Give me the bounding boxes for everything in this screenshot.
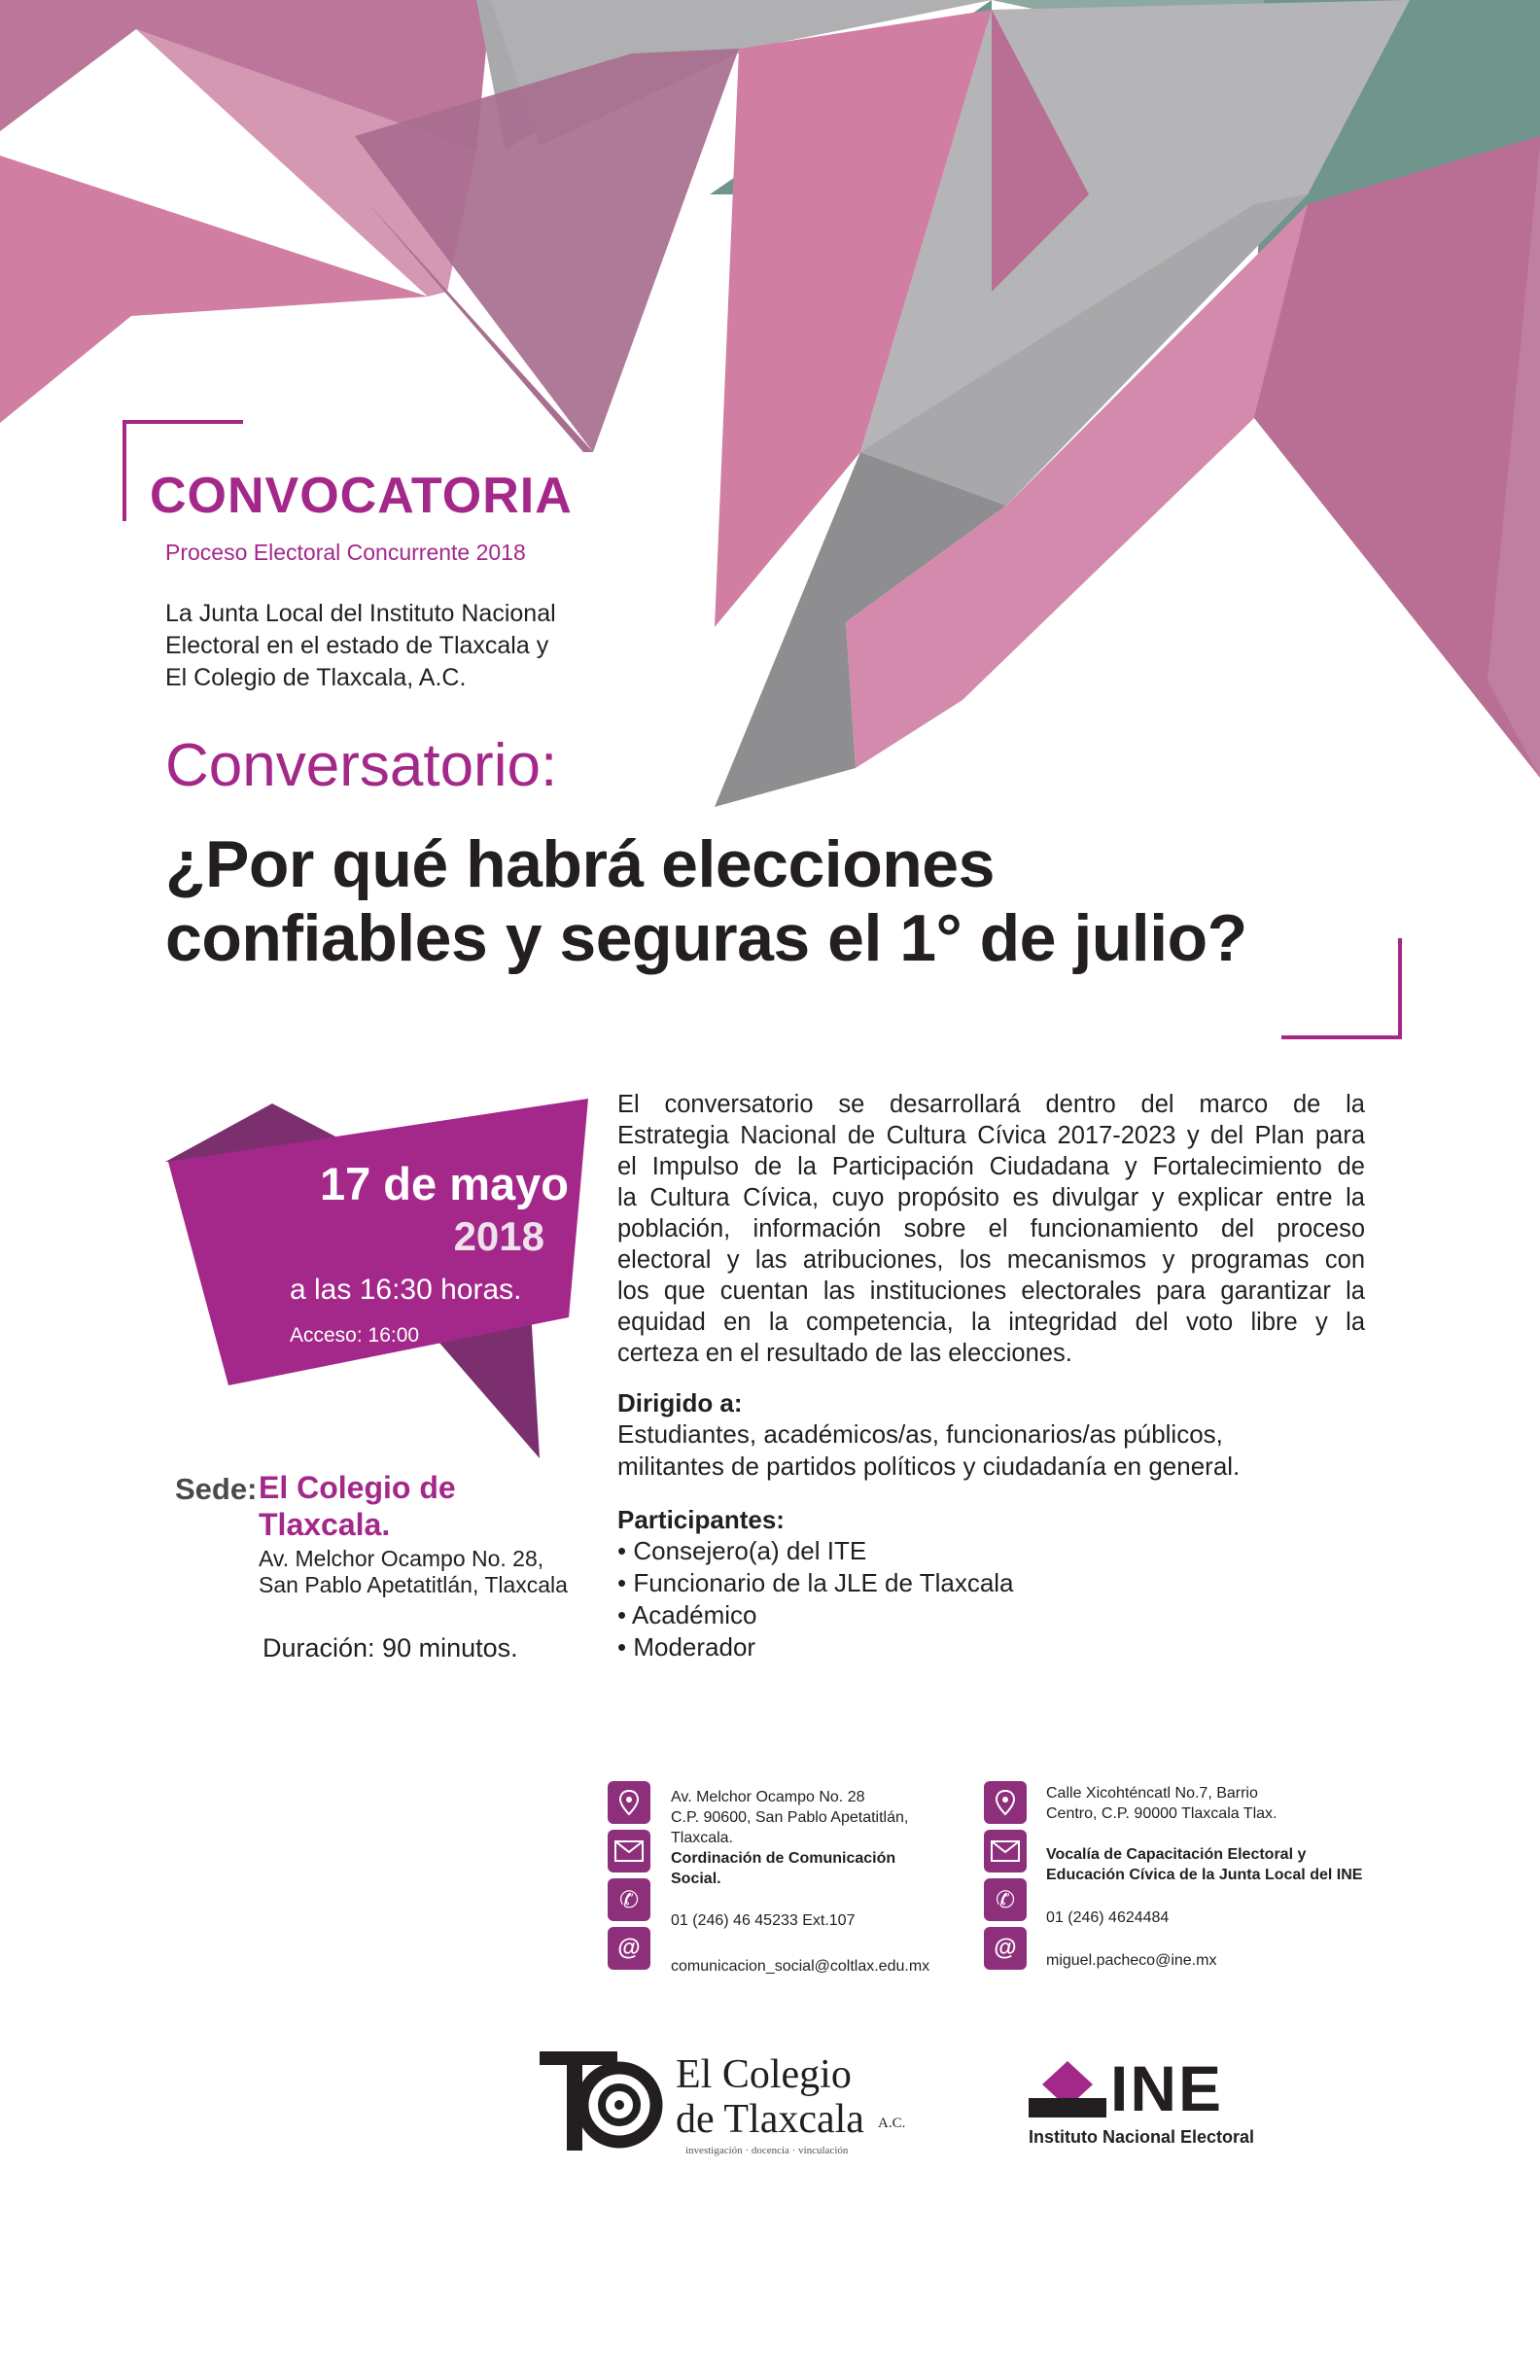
event-type-heading: Conversatorio: xyxy=(165,732,558,799)
venue-name: Tlaxcala. xyxy=(259,1507,391,1542)
description-line: El conversatorio se desarrollará dentro del marco de la xyxy=(617,1091,1365,1118)
participant-item: • Académico xyxy=(617,1600,757,1629)
organizer-line: El Colegio de Tlaxcala, A.C. xyxy=(165,664,467,691)
ine-logo xyxy=(1029,2052,1311,2156)
electoral-process-subtitle: Proceso Electoral Concurrente 2018 xyxy=(165,540,526,565)
contact-email-link[interactable]: miguel.pacheco@ine.mx xyxy=(1046,1952,1217,1969)
envelope-icon xyxy=(984,1830,1027,1872)
description-line: Estrategia Nacional de Cultura Cívica 2017-2023 y del Plan para xyxy=(617,1122,1365,1149)
organizer-line: La Junta Local del Instituto Nacional xyxy=(165,600,556,627)
audience-line: Estudiantes, académicos/as, funcionarios/as públicos, xyxy=(617,1419,1223,1449)
colegio-logo-suffix: A.C. xyxy=(878,2116,906,2131)
event-access-time: Acceso: 16:00 xyxy=(290,1324,420,1347)
envelope-icon xyxy=(608,1830,650,1872)
contact-email-link[interactable]: comunicacion_social@coltlax.edu.mx xyxy=(671,1958,930,1975)
description-line: certeza en el resultado de las elecciones. xyxy=(617,1340,1072,1367)
event-question-line: ¿Por qué habrá elecciones xyxy=(165,827,995,901)
at-sign-icon: @ xyxy=(984,1927,1027,1970)
contact-office-line: Educación Cívica de la Junta Local del INE xyxy=(1046,1867,1363,1883)
participants-heading: Participantes: xyxy=(617,1505,785,1534)
venue-address: Av. Melchor Ocampo No. 28, xyxy=(259,1546,544,1571)
phone-icon: ✆ xyxy=(984,1878,1027,1921)
contact-address-line: C.P. 90600, San Pablo Apetatitlán, xyxy=(671,1809,909,1826)
contact-address-line: Av. Melchor Ocampo No. 28 xyxy=(671,1789,865,1805)
colegio-logo-line2: de Tlaxcala xyxy=(676,2097,864,2142)
contact-phone: 01 (246) 4624484 xyxy=(1046,1909,1170,1926)
contact-address-line: Centro, C.P. 90000 Tlaxcala Tlax. xyxy=(1046,1805,1278,1822)
audience-line: militantes de partidos políticos y ciudadanía en general. xyxy=(617,1452,1241,1481)
colegio-logo-tagline: investigación · docencia · vinculación xyxy=(685,2145,849,2156)
colegio-tlaxcala-logo xyxy=(540,2051,958,2163)
contact-office-line: Social. xyxy=(671,1871,721,1887)
description-line: equidad en la competencia, la integridad del voto libre y la xyxy=(617,1309,1365,1336)
event-year: 2018 xyxy=(453,1213,544,1259)
colegio-emblem-icon xyxy=(540,2051,666,2153)
description-paragraph xyxy=(617,1089,1365,1369)
colegio-logo-line1: El Colegio xyxy=(676,2052,852,2097)
participant-item: • Moderador xyxy=(617,1632,756,1662)
venue-name: El Colegio de xyxy=(259,1470,456,1505)
venue-label: Sede: xyxy=(175,1472,258,1506)
phone-icon: ✆ xyxy=(608,1878,650,1921)
event-question-line: confiables y seguras el 1° de julio? xyxy=(165,901,1247,975)
event-duration: Duración: 90 minutos. xyxy=(262,1633,518,1662)
description-line: población, información sobre el funcionamiento del proceso xyxy=(617,1215,1365,1242)
participant-item: • Consejero(a) del ITE xyxy=(617,1536,867,1565)
contact-phone: 01 (246) 46 45233 Ext.107 xyxy=(671,1912,856,1929)
location-pin-icon xyxy=(984,1781,1027,1824)
convocatoria-title: CONVOCATORIA xyxy=(150,468,573,524)
contact-office-line: Cordinación de Comunicación xyxy=(671,1850,896,1867)
organizer-line: Electoral en el estado de Tlaxcala y xyxy=(165,632,549,659)
description-line: electoral y las atribuciones, los mecanismos y programas con xyxy=(617,1246,1365,1274)
location-pin-icon xyxy=(608,1781,650,1824)
ine-ballot-icon xyxy=(1029,2059,1106,2119)
description-line: los que cuentan las instituciones electorales para garantizar la xyxy=(617,1278,1365,1305)
event-time: a las 16:30 horas. xyxy=(290,1274,522,1306)
corner-bracket-bottom-right xyxy=(1281,938,1402,1039)
description-line: el Impulso de la Participación Ciudadana y Fortalecimiento de xyxy=(617,1153,1365,1180)
contact-office-line: Vocalía de Capacitación Electoral y xyxy=(1046,1846,1307,1863)
at-sign-icon: @ xyxy=(608,1927,650,1970)
ine-acronym: INE xyxy=(1110,2052,1224,2124)
ine-full-name: Instituto Nacional Electoral xyxy=(1029,2127,1255,2147)
contact-address-line: Calle Xicohténcatl No.7, Barrio xyxy=(1046,1785,1258,1802)
audience-heading: Dirigido a: xyxy=(617,1388,743,1418)
event-date: 17 de mayo xyxy=(319,1158,569,1209)
venue-address: San Pablo Apetatitlán, Tlaxcala xyxy=(259,1572,568,1597)
description-line: la Cultura Cívica, cuyo propósito es divulgar y explicar entre la xyxy=(617,1184,1365,1211)
participant-item: • Funcionario de la JLE de Tlaxcala xyxy=(617,1568,1014,1597)
contact-address-line: Tlaxcala. xyxy=(671,1830,734,1846)
